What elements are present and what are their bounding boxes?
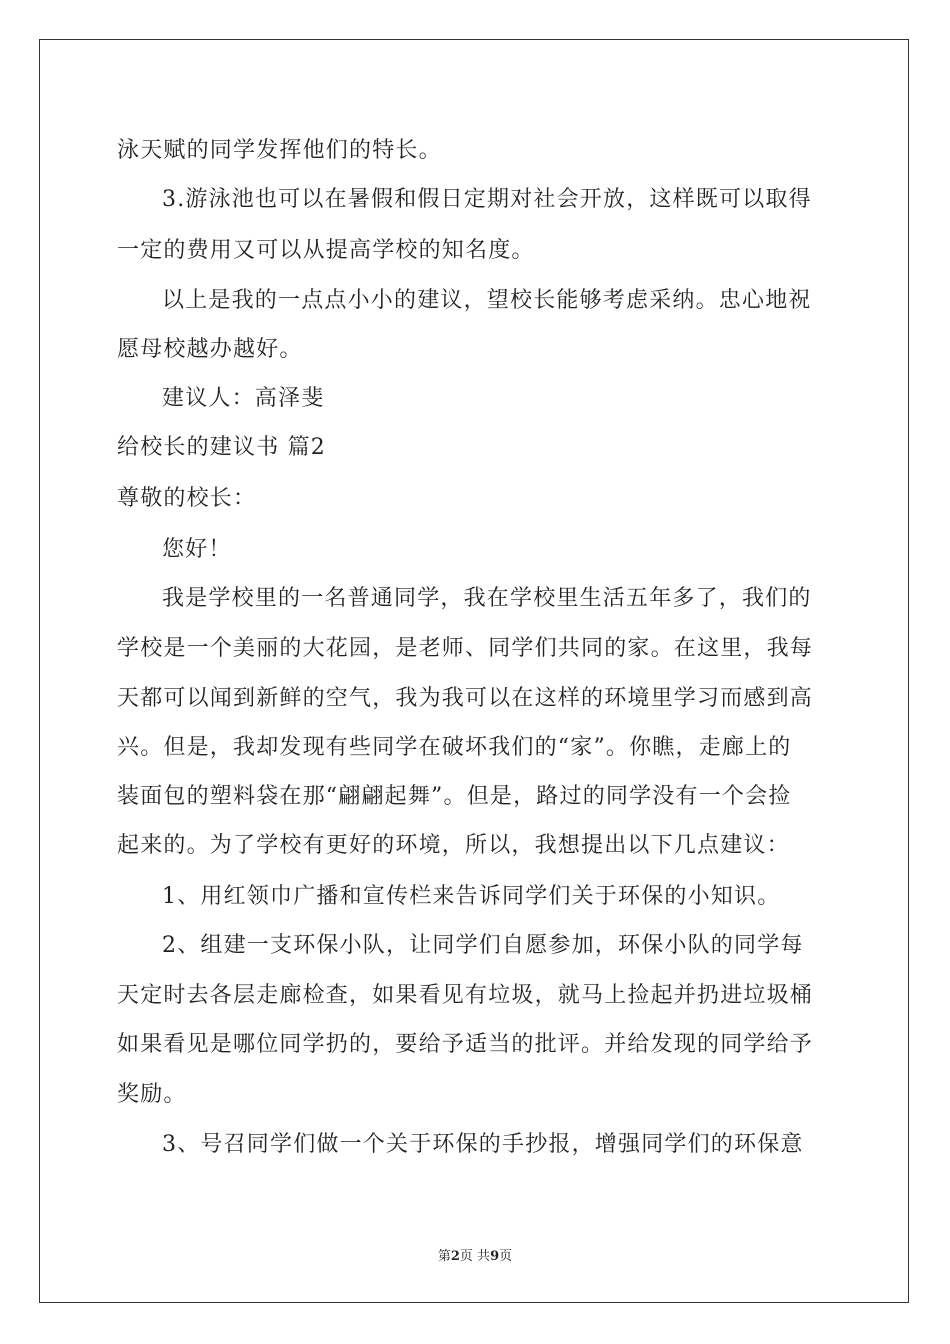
- salutation: 尊敬的校长：: [117, 486, 257, 511]
- text-line-2: 3.游泳池也可以在暑假和假日定期对社会开放，这样既可以取得: [162, 187, 812, 212]
- text-line-3: 一定的费用又可以从提高学校的知名度。: [117, 238, 535, 263]
- text-line-14: 装面包的塑料袋在那“翩翩起舞”。但是，路过的同学没有一个会捡: [117, 784, 792, 809]
- page-mid: 页 共: [459, 1249, 491, 1264]
- text-line-10: 我是学校里的一名普通同学，我在学校里生活五年多了，我们的: [162, 586, 812, 611]
- text-line-18: 天定时去各层走廊检查，如果看见有垃圾，就马上捡起并扔进垃圾桶: [117, 983, 814, 1008]
- page-border: [39, 39, 909, 1303]
- page-total: 9: [490, 1249, 500, 1264]
- text-line-5: 愿母校越办越好。: [117, 337, 303, 362]
- text-line-16: 1、用红领巾广播和宣传栏来告诉同学们关于环保的小知识。: [162, 884, 781, 909]
- text-line-21: 3、号召同学们做一个关于环保的手抄报，增强同学们的环保意: [162, 1132, 804, 1157]
- page-prefix: 第: [437, 1249, 451, 1264]
- text-line-13: 兴。但是，我却发现有些同学在破坏我们的“家”。你瞧，走廊上的: [117, 735, 792, 760]
- text-line-17: 2、组建一支环保小队，让同学们自愿参加，环保小队的同学每: [162, 933, 804, 958]
- text-line-20: 奖励。: [117, 1082, 187, 1107]
- page-suffix: 页: [499, 1249, 513, 1264]
- signature-line: 建议人：高泽斐: [162, 386, 325, 411]
- text-line-1: 泳天赋的同学发挥他们的特长。: [117, 138, 442, 163]
- text-line-19: 如果看见是哪位同学扔的，要给予适当的批评。并给发现的同学给予: [117, 1032, 814, 1057]
- greeting: 您好！: [162, 537, 232, 562]
- text-line-11: 学校是一个美丽的大花园，是老师、同学们共同的家。在这里，我每: [117, 636, 814, 661]
- text-line-4: 以上是我的一点点小小的建议，望校长能够考虑采纳。忠心地祝: [162, 288, 812, 313]
- page-current: 2: [450, 1249, 460, 1264]
- text-line-15: 起来的。为了学校有更好的环境，所以，我想提出以下几点建议：: [117, 833, 790, 858]
- page-number: [0, 1248, 950, 1266]
- section-heading: 给校长的建议书 篇2: [117, 435, 326, 460]
- text-line-12: 天都可以闻到新鲜的空气，我为我可以在这样的环境里学习而感到高: [117, 686, 814, 711]
